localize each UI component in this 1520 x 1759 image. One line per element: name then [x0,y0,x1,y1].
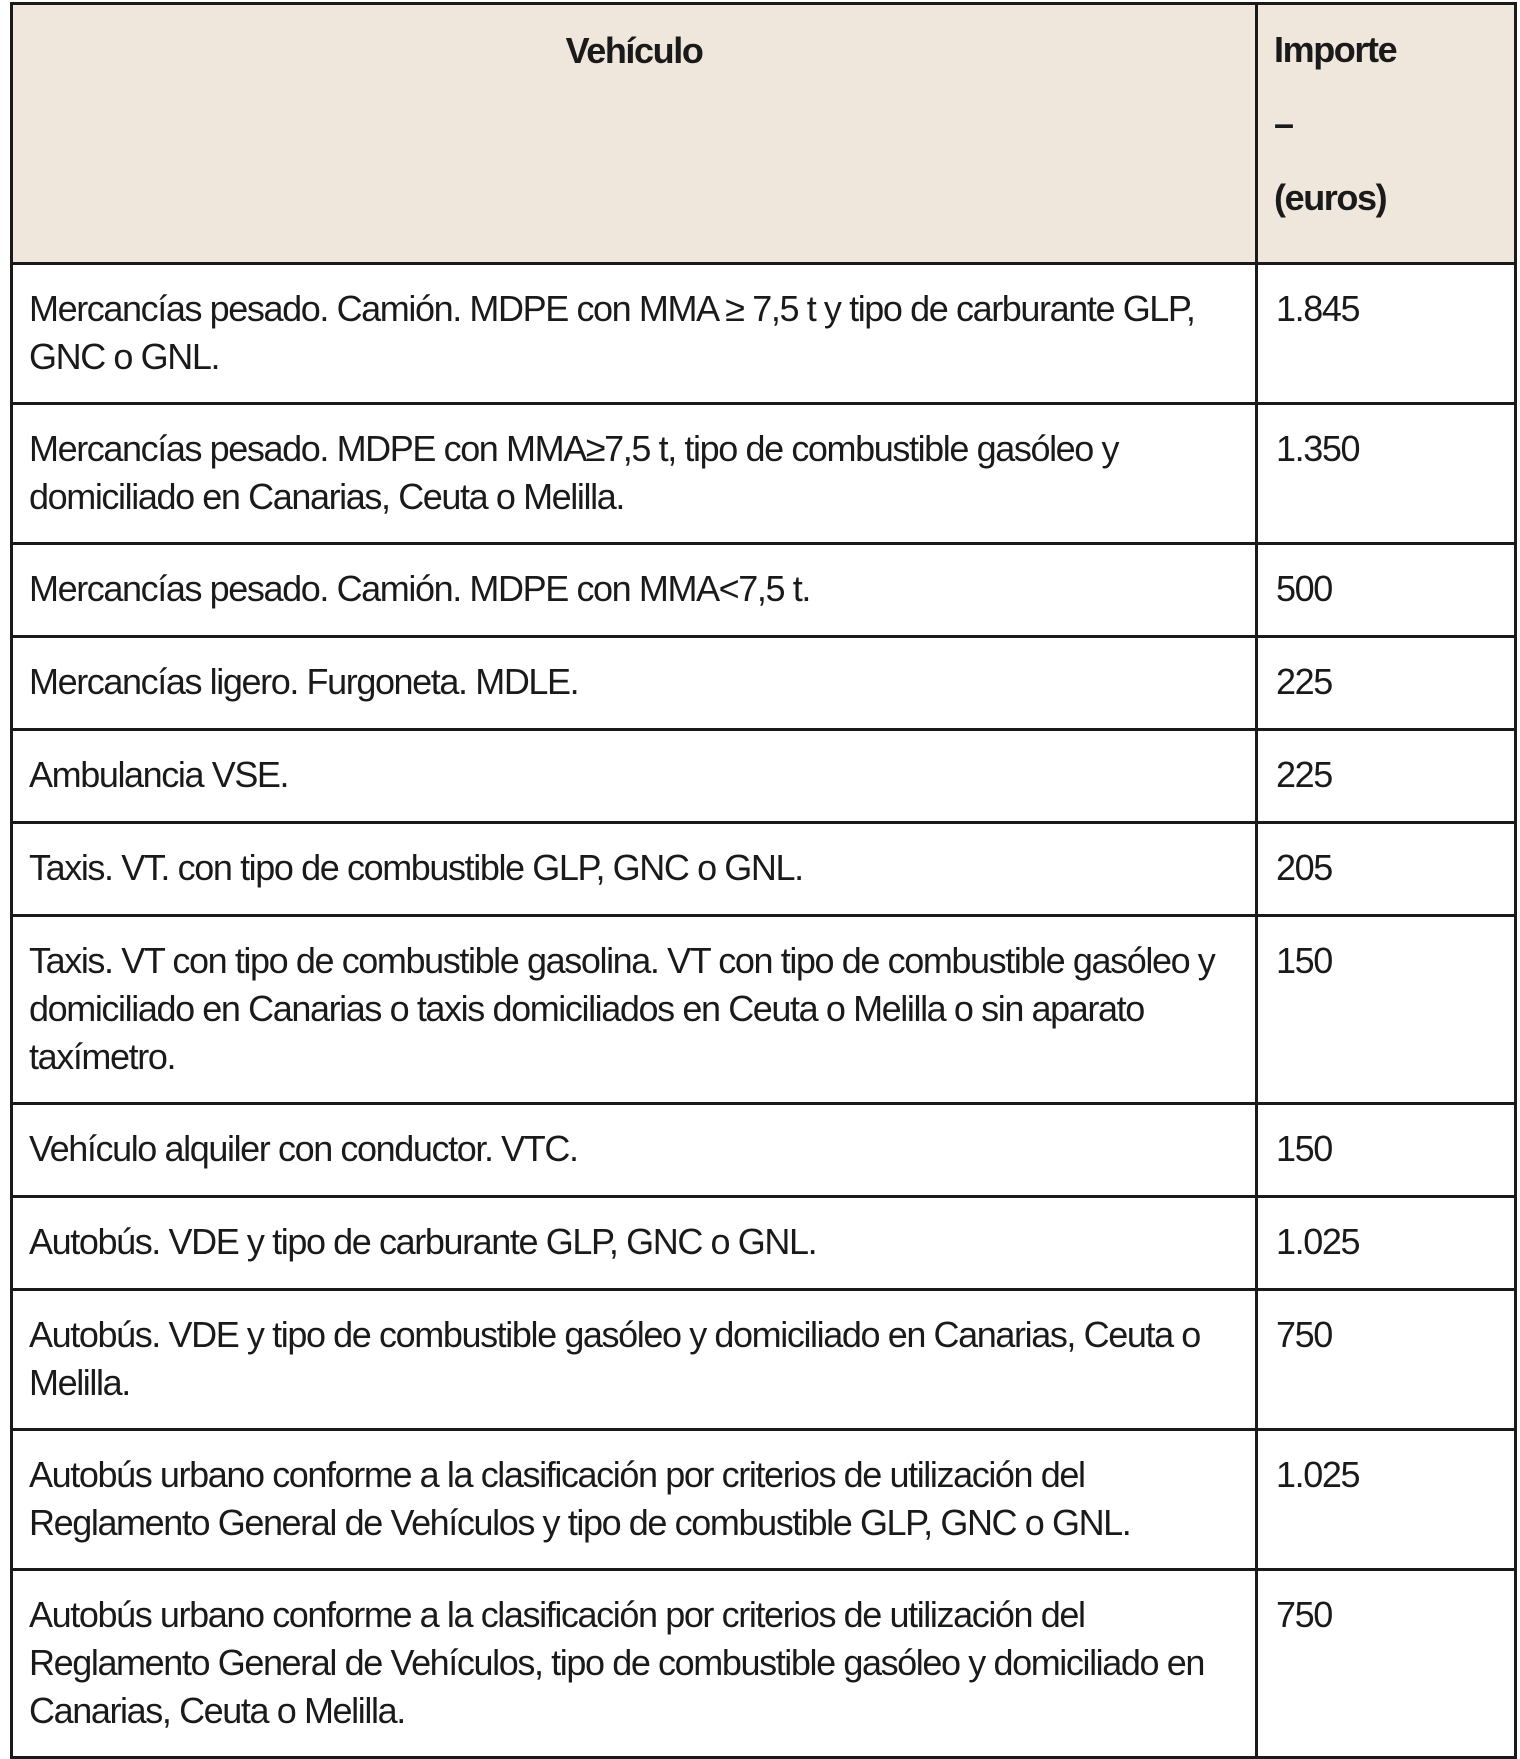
header-amount-line2: – [1274,103,1293,144]
header-row [12,4,1516,264]
table-row [12,1104,1516,1197]
amount-cell: 225 [1257,637,1516,730]
vehicle-cell: Autobús urbano conforme a la clasificación por criterios de utilización del Reglamento General de Vehículos y tipo de combustible GLP, GNC o GNL. [12,1430,1257,1570]
amount-cell: 205 [1257,823,1516,916]
table-row [12,1570,1516,1758]
vehicle-cell: Autobús. VDE y tipo de combustible gasóleo y domiciliado en Canarias, Ceuta o Melilla. [12,1290,1257,1430]
amount-cell: 750 [1257,1570,1516,1758]
table-header [12,4,1516,264]
vehicle-cell: Mercancías pesado. MDPE con MMA≥7,5 t, tipo de combustible gasóleo y domiciliado en Canarias, Ceuta o Melilla. [12,404,1257,544]
vehicle-cell: Vehículo alquiler con conductor. VTC. [12,1104,1257,1197]
header-vehicle: Vehículo [12,4,1257,264]
vehicle-cell: Autobús urbano conforme a la clasificación por criterios de utilización del Reglamento General de Vehículos, tipo de combustible gasóleo y domiciliado en Canarias, Ceuta o Melilla. [12,1570,1257,1758]
vehicle-cell: Mercancías pesado. Camión. MDPE con MMA<7,5 t. [12,544,1257,637]
table-row [12,264,1516,404]
vehicle-cell: Ambulancia VSE. [12,730,1257,823]
vehicle-cell: Taxis. VT. con tipo de combustible GLP, GNC o GNL. [12,823,1257,916]
table-row [12,544,1516,637]
table-row [12,637,1516,730]
header-amount [1257,4,1516,264]
amount-cell: 1.350 [1257,404,1516,544]
table-row [12,1290,1516,1430]
vehicle-cell: Taxis. VT con tipo de combustible gasolina. VT con tipo de combustible gasóleo y domiciliado en Canarias o taxis domiciliados en Ceuta o Melilla o sin aparato taxímetro. [12,916,1257,1104]
table-row [12,916,1516,1104]
amount-cell: 150 [1257,916,1516,1104]
amount-cell: 1.025 [1257,1430,1516,1570]
amount-cell: 1.025 [1257,1197,1516,1290]
amount-cell: 225 [1257,730,1516,823]
table-row [12,1197,1516,1290]
header-amount-line3: (euros) [1274,177,1387,218]
table-row [12,730,1516,823]
vehicle-cell: Mercancías pesado. Camión. MDPE con MMA ≥ 7,5 t y tipo de carburante GLP, GNC o GNL. [12,264,1257,404]
amount-cell: 750 [1257,1290,1516,1430]
vehicle-cell: Autobús. VDE y tipo de carburante GLP, GNC o GNL. [12,1197,1257,1290]
vehicle-cell: Mercancías ligero. Furgoneta. MDLE. [12,637,1257,730]
amount-cell: 150 [1257,1104,1516,1197]
table-row [12,1430,1516,1570]
table-row [12,823,1516,916]
header-amount-line1: Importe [1274,29,1397,70]
table-row [12,404,1516,544]
amount-cell: 500 [1257,544,1516,637]
table-body [12,264,1516,1758]
vehicle-fee-table [10,2,1517,1759]
amount-cell: 1.845 [1257,264,1516,404]
